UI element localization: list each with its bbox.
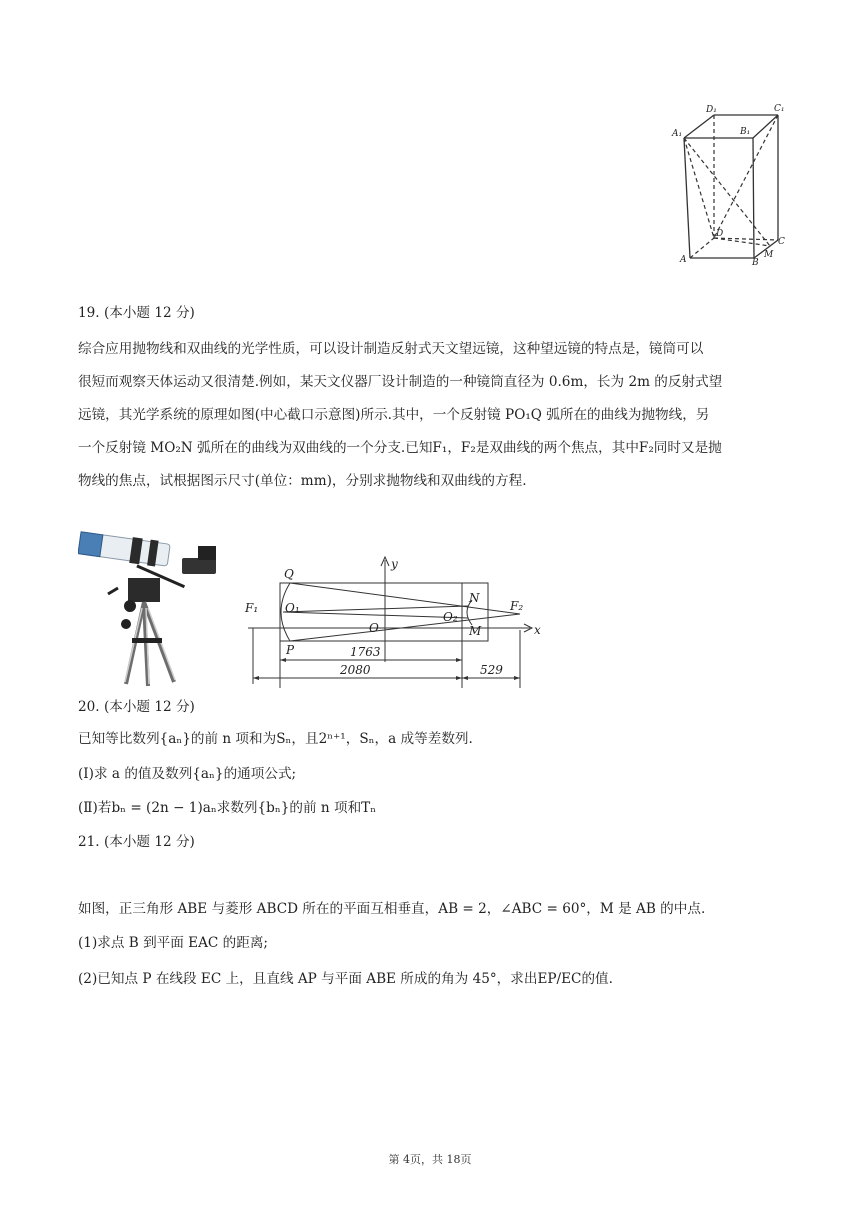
dim-2080-label: 2080	[340, 663, 371, 677]
prism-label: B	[752, 258, 759, 268]
telescope-diagram	[240, 550, 560, 692]
q19-line: 物线的焦点，试根据图示尺寸(单位：mm)，分别求抛物线和双曲线的方程.	[78, 473, 527, 489]
q19-line: 一个反射镜 MO₂N 弧所在的曲线为双曲线的一个分支.已知F₁，F₂是双曲线的两个焦点，其中F₂同时又是抛	[78, 440, 722, 456]
q21-heading: 21. (本小题 12 分)	[78, 834, 195, 850]
q19-heading: 19. (本小题 12 分)	[78, 305, 195, 321]
prism-label: C₁	[774, 104, 785, 114]
telescope-photo	[78, 528, 228, 688]
point-f2-label: F₂	[510, 599, 524, 613]
q19-line: 很短而观察天体运动又很清楚.例如，某天文仪器厂设计制造的一种镜筒直径为 0.6m，长为 2m 的反射式望	[78, 374, 723, 390]
point-o1-label: O₁	[285, 601, 300, 615]
q19-line: 综合应用抛物线和双曲线的光学性质，可以设计制造反射式天文望远镜，这种望远镜的特点是，镜筒可以	[78, 341, 704, 357]
point-q-label: Q	[284, 567, 294, 581]
point-o-label: O	[369, 621, 379, 635]
prism-figure	[670, 98, 790, 268]
axis-y-label: y	[391, 557, 398, 571]
prism-label: A	[680, 255, 687, 265]
q21-line: (1)求点 B 到平面 EAC 的距离;	[78, 935, 268, 951]
dim-529-label: 529	[480, 663, 503, 677]
dim-1763-label: 1763	[350, 645, 381, 659]
point-n-label: N	[469, 591, 480, 605]
prism-label: D	[716, 229, 724, 239]
q20-heading: 20. (本小题 12 分)	[78, 699, 195, 715]
q21-line: (2)已知点 P 在线段 EC 上，且直线 AP 与平面 ABE 所成的角为 45°，求出EP/EC的值.	[78, 971, 613, 987]
prism-label: C	[778, 237, 785, 247]
q21-line: 如图，正三角形 ABE 与菱形 ABCD 所在的平面互相垂直，AB = 2，∠ABC = 60°，M 是 AB 的中点.	[78, 901, 706, 917]
point-f1-label: F₁	[245, 601, 259, 615]
q20-line: (Ⅱ)若bₙ = (2n − 1)aₙ求数列{bₙ}的前 n 项和Tₙ	[78, 800, 377, 816]
axis-x-label: x	[534, 623, 541, 637]
point-o2-label: O₂	[443, 610, 458, 624]
prism-label: M	[764, 250, 774, 260]
q19-line: 远镜，其光学系统的原理如图(中心截口示意图)所示.其中，一个反射镜 PO₁Q 弧所在的曲线为抛物线，另	[78, 407, 710, 423]
q20-line: 已知等比数列{aₙ}的前 n 项和为Sₙ，且2ⁿ⁺¹，Sₙ，a 成等差数列.	[78, 731, 473, 747]
page-footer: 第 4页，共 18页	[388, 1153, 472, 1166]
point-m-label: M	[469, 624, 482, 638]
q20-line: (Ⅰ)求 a 的值及数列{aₙ}的通项公式;	[78, 766, 297, 782]
prism-label: A₁	[672, 129, 683, 139]
prism-label: B₁	[740, 127, 751, 137]
prism-label: D₁	[706, 105, 717, 115]
point-p-label: P	[286, 643, 295, 657]
